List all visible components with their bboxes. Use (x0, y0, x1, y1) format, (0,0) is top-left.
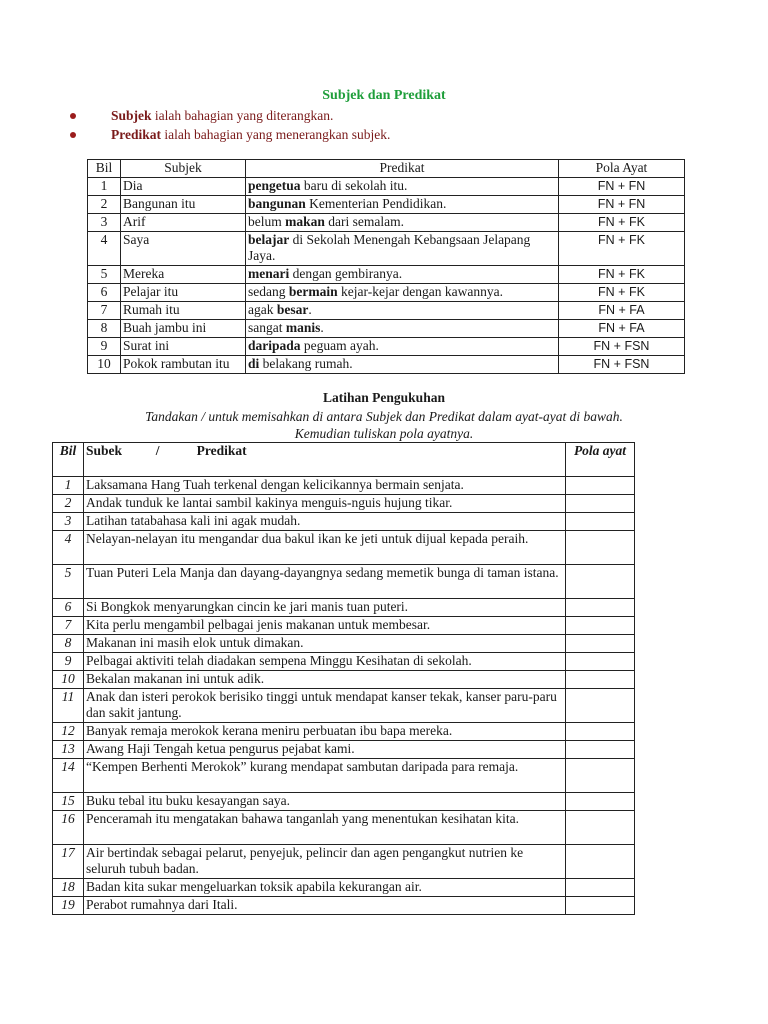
section-title: Subjek dan Predikat (322, 88, 446, 103)
predikat-key: daripada (248, 338, 301, 353)
cell-pola-answer[interactable] (566, 617, 635, 635)
definition-term: Predikat (111, 127, 161, 142)
cell-subjek: Saya (121, 232, 246, 266)
cell-subjek: Surat ini (121, 338, 246, 356)
cell-bil: 6 (88, 284, 121, 302)
cell-sentence[interactable]: Laksamana Hang Tuah terkenal dengan kelicikannya bermain senjata. (84, 477, 566, 495)
cell-sentence[interactable]: Andak tunduk ke lantai sambil kakinya menguis-nguis hujung tikar. (84, 495, 566, 513)
example-table (87, 159, 685, 374)
table-row (88, 302, 685, 320)
cell-pola: FN + FSN (559, 356, 685, 374)
cell-sentence[interactable]: Tuan Puteri Lela Manja dan dayang-dayangnya sedang memetik bunga di taman istana. (84, 565, 566, 599)
cell-number: 2 (53, 495, 84, 513)
bullet-icon (70, 132, 76, 138)
predikat-post: di Sekolah Menengah Kebangsaan Jelapang Jaya. (248, 232, 531, 263)
cell-predikat (246, 302, 559, 320)
cell-number: 9 (53, 653, 84, 671)
table-row (88, 338, 685, 356)
predikat-key: di (248, 356, 260, 371)
cell-sentence[interactable]: “Kempen Berhenti Merokok” kurang mendapat sambutan daripada para remaja. (84, 759, 566, 793)
cell-sentence[interactable]: Penceramah itu mengatakan bahawa tanganlah yang menentukan kesihatan kita. (84, 811, 566, 845)
predikat-post: peguam ayah. (300, 338, 379, 353)
predikat-post: Kementerian Pendidikan. (305, 196, 447, 211)
cell-pola-answer[interactable] (566, 531, 635, 565)
table-row (53, 723, 635, 741)
table-row (88, 284, 685, 302)
header-sentence: Subek / Predikat (84, 443, 566, 477)
table-row (53, 599, 635, 617)
cell-pola-answer[interactable] (566, 565, 635, 599)
cell-pola-answer[interactable] (566, 723, 635, 741)
cell-sentence[interactable]: Awang Haji Tengah ketua pengurus pejabat kami. (84, 741, 566, 759)
cell-predikat (246, 178, 559, 196)
predikat-post: dengan gembiranya. (289, 266, 403, 281)
cell-predikat (246, 232, 559, 266)
predikat-post: kejar-kejar dengan kawannya. (337, 284, 504, 299)
cell-number: 15 (53, 793, 84, 811)
cell-predikat (246, 320, 559, 338)
cell-number: 13 (53, 741, 84, 759)
cell-sentence[interactable]: Kita perlu mengambil pelbagai jenis makanan untuk membesar. (84, 617, 566, 635)
cell-subjek: Arif (121, 214, 246, 232)
cell-pola: FN + FN (559, 178, 685, 196)
instruction-line: Kemudian tuliskan pola ayatnya. (294, 426, 474, 441)
table-row (53, 495, 635, 513)
table-row (53, 845, 635, 879)
cell-pola-answer[interactable] (566, 495, 635, 513)
header-bil: Bil (53, 443, 84, 477)
cell-subjek: Rumah itu (121, 302, 246, 320)
cell-pola-answer[interactable] (566, 653, 635, 671)
header-subjek: Subjek (121, 160, 246, 178)
table-row (88, 356, 685, 374)
instruction-line: Tandakan / untuk memisahkan di antara Subjek dan Predikat dalam ayat-ayat di bawah. (145, 409, 623, 424)
cell-sentence[interactable]: Si Bongkok menyarungkan cincin ke jari manis tuan puteri. (84, 599, 566, 617)
predikat-post: . (308, 302, 312, 317)
cell-bil: 3 (88, 214, 121, 232)
cell-subjek: Pelajar itu (121, 284, 246, 302)
cell-number: 7 (53, 617, 84, 635)
header-pola: Pola ayat (566, 443, 635, 477)
table-row (53, 671, 635, 689)
table-row (88, 214, 685, 232)
exercise-title: Latihan Pengukuhan (323, 390, 445, 405)
cell-sentence[interactable]: Badan kita sukar mengeluarkan toksik apabila kekurangan air. (84, 879, 566, 897)
predikat-post: . (320, 320, 324, 335)
cell-pola: FN + FK (559, 284, 685, 302)
cell-pola: FN + FN (559, 196, 685, 214)
cell-bil: 4 (88, 232, 121, 266)
cell-number: 12 (53, 723, 84, 741)
cell-pola-answer[interactable] (566, 741, 635, 759)
cell-number: 3 (53, 513, 84, 531)
cell-sentence[interactable]: Air bertindak sebagai pelarut, penyejuk, pelincir dan agen pengangkut nutrien ke seluruh tubuh badan. (84, 845, 566, 879)
cell-predikat (246, 284, 559, 302)
cell-sentence[interactable]: Latihan tatabahasa kali ini agak mudah. (84, 513, 566, 531)
bullet-icon (70, 113, 76, 119)
table-header-row (53, 443, 635, 477)
table-row (53, 565, 635, 599)
table-row (53, 897, 635, 915)
cell-pola: FN + FK (559, 266, 685, 284)
cell-predikat (246, 196, 559, 214)
cell-pola-answer[interactable] (566, 845, 635, 879)
cell-number: 10 (53, 671, 84, 689)
definition-list (68, 106, 688, 144)
definition-term: Subjek (111, 108, 152, 123)
header-bil: Bil (88, 160, 121, 178)
table-row (53, 879, 635, 897)
cell-pola-answer[interactable] (566, 689, 635, 723)
definition-predikat (68, 125, 688, 144)
cell-subjek: Mereka (121, 266, 246, 284)
cell-number: 14 (53, 759, 84, 793)
cell-pola: FN + FK (559, 214, 685, 232)
table-row (53, 759, 635, 793)
cell-number: 19 (53, 897, 84, 915)
predikat-pre: sangat (248, 320, 286, 335)
cell-pola-answer[interactable] (566, 879, 635, 897)
cell-predikat (246, 214, 559, 232)
cell-pola-answer[interactable] (566, 897, 635, 915)
table-row (53, 811, 635, 845)
cell-sentence[interactable]: Banyak remaja merokok kerana meniru perbuatan ibu bapa mereka. (84, 723, 566, 741)
predikat-post: baru di sekolah itu. (300, 178, 408, 193)
predikat-pre: belum (248, 214, 286, 229)
table-row (53, 689, 635, 723)
cell-predikat (246, 338, 559, 356)
predikat-pre: sedang (248, 284, 289, 299)
cell-predikat (246, 356, 559, 374)
cell-subjek: Bangunan itu (121, 196, 246, 214)
cell-pola-answer[interactable] (566, 477, 635, 495)
definition-text: ialah bahagian yang diterangkan. (154, 108, 334, 123)
table-row (53, 477, 635, 495)
cell-pola-answer[interactable] (566, 513, 635, 531)
table-row (88, 320, 685, 338)
predikat-key: makan (285, 214, 325, 229)
predikat-post: belakang rumah. (259, 356, 353, 371)
predikat-key: menari (248, 266, 290, 281)
cell-sentence[interactable]: Makanan ini masih elok untuk dimakan. (84, 635, 566, 653)
cell-pola: FN + FSN (559, 338, 685, 356)
cell-bil: 2 (88, 196, 121, 214)
cell-pola-answer[interactable] (566, 671, 635, 689)
cell-number: 16 (53, 811, 84, 845)
cell-bil: 7 (88, 302, 121, 320)
predikat-pre: agak (248, 302, 277, 317)
cell-predikat (246, 266, 559, 284)
cell-pola-answer[interactable] (566, 811, 635, 845)
cell-bil: 1 (88, 178, 121, 196)
cell-subjek: Buah jambu ini (121, 320, 246, 338)
header-predikat: Predikat (246, 160, 559, 178)
table-row (88, 196, 685, 214)
cell-pola: FN + FA (559, 320, 685, 338)
cell-subjek: Dia (121, 178, 246, 196)
table-row (88, 266, 685, 284)
cell-number: 5 (53, 565, 84, 599)
table-row (88, 232, 685, 266)
definition-subjek (68, 106, 688, 125)
exercise-instruction (0, 408, 768, 442)
cell-subjek: Pokok rambutan itu (121, 356, 246, 374)
cell-sentence[interactable]: Pelbagai aktiviti telah diadakan sempena Minggu Kesihatan di sekolah. (84, 653, 566, 671)
cell-bil: 10 (88, 356, 121, 374)
predikat-key: belajar (248, 232, 290, 247)
cell-bil: 9 (88, 338, 121, 356)
cell-pola: FN + FK (559, 232, 685, 266)
table-row (88, 178, 685, 196)
predikat-key: bangunan (248, 196, 306, 211)
cell-sentence[interactable]: Bekalan makanan ini untuk adik. (84, 671, 566, 689)
cell-sentence[interactable]: Anak dan isteri perokok berisiko tinggi untuk mendapat kanser tekak, kanser paru-paru dan sakit jantung. (84, 689, 566, 723)
cell-number: 11 (53, 689, 84, 723)
table-row (53, 531, 635, 565)
exercise-table (52, 442, 635, 915)
cell-pola-answer[interactable] (566, 793, 635, 811)
cell-number: 18 (53, 879, 84, 897)
table-row (53, 741, 635, 759)
cell-pola: FN + FA (559, 302, 685, 320)
predikat-key: besar (276, 302, 309, 317)
table-row (53, 635, 635, 653)
table-row (53, 617, 635, 635)
cell-bil: 5 (88, 266, 121, 284)
cell-sentence[interactable]: Nelayan-nelayan itu mengandar dua bakul ikan ke jeti untuk dijual kepada peraih. (84, 531, 566, 565)
cell-sentence[interactable]: Buku tebal itu buku kesayangan saya. (84, 793, 566, 811)
table-row (53, 653, 635, 671)
cell-number: 17 (53, 845, 84, 879)
definition-text: ialah bahagian yang menerangkan subjek. (164, 127, 391, 142)
cell-pola-answer[interactable] (566, 635, 635, 653)
table-row (53, 513, 635, 531)
cell-number: 1 (53, 477, 84, 495)
cell-bil: 8 (88, 320, 121, 338)
predikat-key: bermain (288, 284, 338, 299)
header-pola: Pola Ayat (559, 160, 685, 178)
predikat-key: pengetua (248, 178, 301, 193)
cell-number: 4 (53, 531, 84, 565)
cell-pola-answer[interactable] (566, 599, 635, 617)
cell-number: 8 (53, 635, 84, 653)
cell-number: 6 (53, 599, 84, 617)
cell-pola-answer[interactable] (566, 759, 635, 793)
table-row (53, 793, 635, 811)
cell-sentence[interactable]: Perabot rumahnya dari Itali. (84, 897, 566, 915)
table-header-row (88, 160, 685, 178)
predikat-post: dari semalam. (324, 214, 404, 229)
predikat-key: manis (285, 320, 321, 335)
